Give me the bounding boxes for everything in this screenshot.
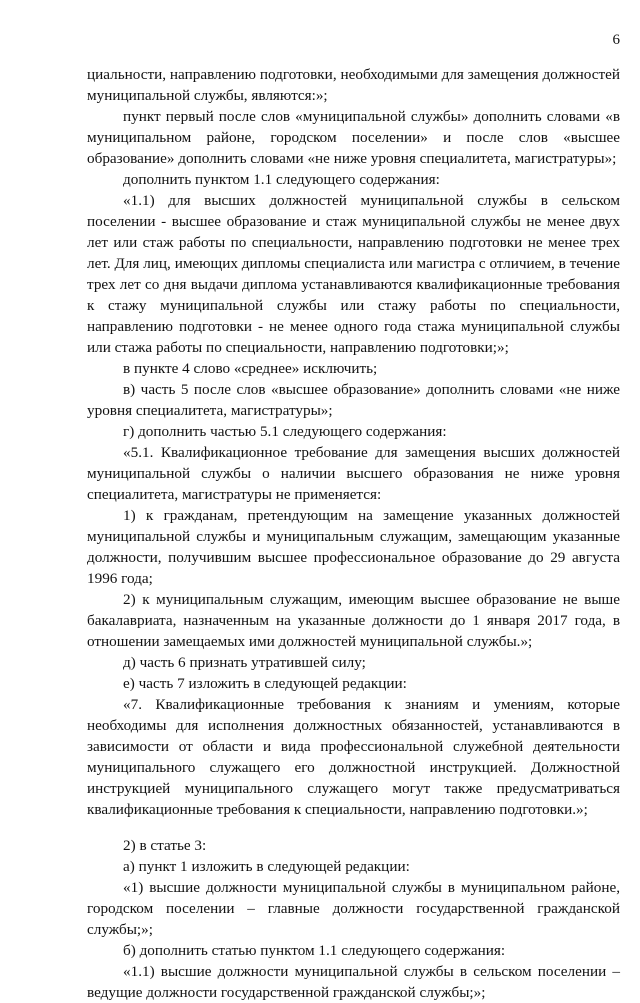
paragraph: а) пункт 1 изложить в следующей редакции: (123, 858, 410, 875)
paragraph: 2) к муниципальным служащим, имеющим высшее образование не выше бакалавриата, назначенным на указанные должности до 1 января 2017 года, в отношении замещаемых ими должностей муниципальной службы.»; (87, 591, 620, 650)
paragraph: г) дополнить частью 5.1 следующего содержания: (123, 423, 447, 440)
document-body (87, 64, 620, 1003)
paragraph: е) часть 7 изложить в следующей редакции: (123, 675, 407, 692)
paragraph: д) часть 6 признать утратившей силу; (123, 654, 366, 671)
paragraph-gap (87, 820, 620, 835)
page-number: 6 (612, 32, 620, 48)
paragraph: «1.1) высшие должности муниципальной службы в сельском поселении – ведущие должности государственной гражданской службы;»; (87, 963, 620, 1001)
paragraph: «1) высшие должности муниципальной службы в муниципальном районе, городском поселении – главные должности государственной гражданской службы;»; (87, 879, 620, 938)
paragraph: в) часть 5 после слов «высшее образование» дополнить словами «не ниже уровня специалитета, магистратуры»; (87, 381, 620, 419)
paragraph: дополнить пунктом 1.1 следующего содержания: (123, 171, 440, 188)
paragraph: 2) в статье 3: (123, 837, 207, 854)
paragraph: б) дополнить статью пунктом 1.1 следующего содержания: (123, 942, 506, 959)
paragraph: «1.1) для высших должностей муниципальной службы в сельском поселении - высшее образование и стаж муниципальной службы не менее двух лет или стаж работы по специальности, направлению подготовки не менее трех лет. Для лиц, имеющих дипломы специалиста или магистра с отличием, в течение трех лет со дня выдачи диплома устанавливаются квалификационные требования к стажу муниципальной службы или стажу работы по специальности, направлению подготовки - не менее одного года стажа муниципальной службы или стажа работы по специальности, направлению подготовки;»; (87, 192, 620, 356)
paragraph: циальности, направлению подготовки, необходимыми для замещения должностей муниципальной службы, являются:»; (87, 66, 620, 104)
paragraph: «7. Квалификационные требования к знаниям и умениям, которые необходимы для исполнения должностных обязанностей, устанавливаются в зависимости от области и вида профессиональной служебной деятельности муниципального служащего его должностной инструкцией. Должностной инструкцией муниципального служащего могут также предусматриваться квалификационные требования к специальности, направлению подготовки.»; (87, 696, 620, 818)
paragraph: «5.1. Квалификационное требование для замещения высших должностей муниципальной службы о наличии высшего образования не ниже уровня специалитета, магистратуры не применяется: (87, 444, 620, 503)
paragraph: в пункте 4 слово «среднее» исключить; (123, 360, 378, 377)
paragraph: 1) к гражданам, претендующим на замещение указанных должностей муниципальной службы и муниципальным служащим, замещающим указанные должности, получившим высшее профессиональное образование до 29 августа 1996 года; (87, 507, 620, 587)
paragraph: пункт первый после слов «муниципальной службы» дополнить словами «в муниципальном районе, городском поселении» и после слов «высшее образование» дополнить словами «не ниже уровня специалитета, магистратуры»; (87, 108, 620, 167)
